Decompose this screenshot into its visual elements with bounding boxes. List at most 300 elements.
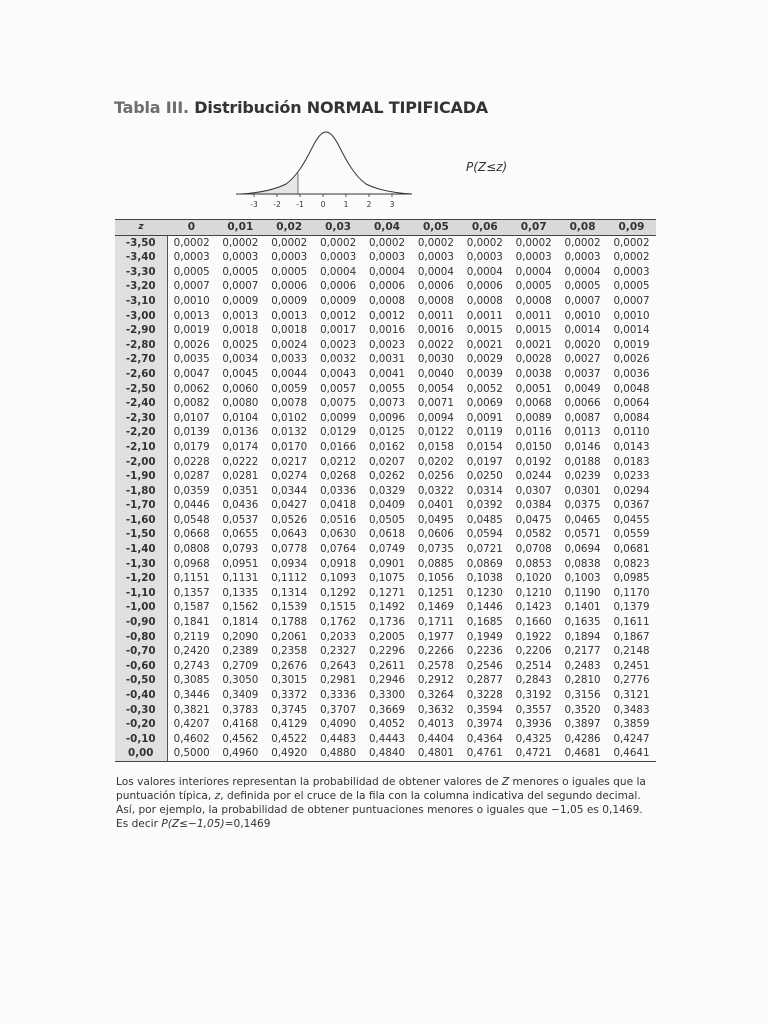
probability-cell: 0,4602 — [173, 732, 210, 745]
table-row — [115, 630, 656, 645]
probability-cell: 0,0162 — [368, 440, 406, 453]
probability-cell: 0,0764 — [320, 543, 357, 556]
probability-cell: 0,2090 — [222, 630, 259, 643]
probability-cell: 0,4483 — [320, 732, 357, 745]
probability-cell: 0,0003 — [173, 251, 210, 264]
probability-cell: 0,0009 — [271, 294, 308, 307]
probability-cell: 0,1611 — [613, 616, 650, 629]
probability-cell: 0,0256 — [417, 470, 454, 483]
z-value-cell: -0,60 — [115, 659, 167, 674]
probability-cell: 0,2296 — [368, 645, 406, 658]
probability-cell: 0,1539 — [271, 601, 308, 614]
probability-cell: 0,0008 — [515, 294, 552, 307]
z-value-cell: -2,90 — [115, 323, 167, 338]
probability-cell: 0,0104 — [222, 411, 259, 424]
table-row — [115, 235, 656, 250]
probability-cell: 0,0301 — [564, 484, 601, 497]
z-value-cell: -2,70 — [115, 352, 167, 367]
probability-cell: 0,0409 — [368, 499, 406, 512]
probability-cell: 0,0034 — [222, 353, 259, 366]
probability-cell: 0,3156 — [564, 689, 601, 701]
probability-cell: 0,4013 — [417, 718, 454, 731]
header-col: 0,06 — [460, 220, 509, 236]
probability-cell: 0,0294 — [613, 484, 650, 497]
probability-cell: 0,0329 — [368, 484, 406, 497]
probability-cell: 0,0526 — [271, 513, 308, 526]
probability-cell: 0,0455 — [613, 513, 650, 526]
probability-cell: 0,1170 — [613, 586, 650, 599]
probability-cell: 0,0985 — [613, 572, 650, 585]
probability-cell: 0,0024 — [271, 338, 308, 351]
probability-cell: 0,0009 — [320, 294, 357, 307]
probability-cell: 0,0011 — [515, 309, 552, 322]
probability-cell: 0,0078 — [271, 397, 308, 410]
probability-cell: 0,0010 — [613, 309, 650, 322]
probability-cell: 0,0505 — [368, 513, 406, 526]
probability-cell: 0,0007 — [613, 294, 650, 307]
probability-cell: 0,0207 — [368, 455, 406, 468]
probability-cell: 0,3745 — [271, 703, 308, 716]
probability-cell: 0,4090 — [320, 718, 357, 731]
probability-cell: 0,0006 — [368, 280, 406, 293]
probability-cell: 0,0025 — [222, 338, 259, 351]
z-table — [115, 219, 656, 762]
probability-cell: 0,1685 — [466, 616, 503, 629]
table-header-row — [115, 220, 656, 236]
probability-cell: 0,0006 — [417, 280, 454, 293]
probability-cell: 0,2709 — [222, 659, 259, 672]
probability-cell: 0,0853 — [515, 557, 552, 570]
probability-cell: 0,0212 — [320, 455, 357, 468]
probability-cell: 0,0052 — [466, 382, 503, 395]
probability-cell: 0,0012 — [320, 309, 357, 322]
probability-cell: 0,1003 — [564, 572, 601, 585]
probability-cell: 0,0005 — [564, 280, 601, 293]
probability-cell: 0,0005 — [222, 265, 259, 278]
probability-cell: 0,0023 — [368, 338, 406, 351]
probability-cell: 0,3409 — [222, 689, 259, 701]
probability-cell: 0,0002 — [613, 236, 650, 249]
z-value-cell: -1,40 — [115, 542, 167, 557]
probability-cell: 0,0027 — [564, 353, 601, 366]
probability-cell: 0,3936 — [515, 718, 552, 731]
probability-cell: 0,0068 — [515, 397, 552, 410]
probability-cell: 0,0006 — [466, 280, 503, 293]
probability-cell: 0,1038 — [466, 572, 503, 585]
probability-cell: 0,0091 — [466, 411, 503, 424]
table-row — [115, 469, 656, 484]
probability-cell: 0,1922 — [515, 630, 552, 643]
probability-cell: 0,0197 — [466, 455, 503, 468]
probability-cell: 0,3974 — [466, 718, 503, 731]
table-row — [115, 717, 656, 732]
probability-cell: 0,0004 — [368, 265, 406, 278]
probability-cell: 0,0869 — [466, 557, 503, 570]
probability-cell: 0,2483 — [564, 659, 601, 672]
probability-cell: 0,0122 — [417, 426, 454, 439]
probability-cell: 0,2578 — [417, 659, 454, 672]
probability-cell: 0,0778 — [271, 543, 308, 556]
probability-cell: 0,4129 — [271, 718, 308, 731]
probability-cell: 0,0336 — [320, 484, 357, 497]
probability-cell: 0,0003 — [320, 251, 357, 264]
table-row — [115, 367, 656, 382]
probability-cell: 0,1788 — [271, 616, 308, 629]
probability-cell: 0,0037 — [564, 367, 601, 380]
probability-cell: 0,2810 — [564, 674, 601, 687]
probability-cell: 0,4286 — [564, 732, 601, 745]
table-row — [115, 557, 656, 572]
z-value-cell: -0,90 — [115, 615, 167, 630]
z-value-cell: -0,50 — [115, 673, 167, 688]
probability-cell: 0,0002 — [515, 236, 552, 249]
probability-cell: 0,2451 — [613, 659, 650, 672]
probability-cell: 0,0495 — [417, 513, 454, 526]
probability-cell: 0,0233 — [613, 470, 650, 483]
probability-cell: 0,3015 — [271, 674, 308, 687]
probability-cell: 0,0537 — [222, 513, 259, 526]
z-value-cell: -1,50 — [115, 527, 167, 542]
probability-cell: 0,0018 — [271, 324, 308, 337]
probability-cell: 0,0166 — [320, 440, 357, 453]
probability-cell: 0,0002 — [271, 236, 308, 249]
table-row — [115, 382, 656, 397]
probability-cell: 0,0038 — [515, 367, 552, 380]
table-row — [115, 279, 656, 294]
table-row — [115, 542, 656, 557]
probability-cell: 0,1515 — [320, 601, 357, 614]
probability-cell: 0,3483 — [613, 703, 650, 716]
probability-cell: 0,0401 — [417, 499, 454, 512]
probability-cell: 0,0051 — [515, 382, 552, 395]
probability-cell: 0,1711 — [417, 616, 454, 629]
probability-cell: 0,0096 — [368, 411, 406, 424]
z-value-cell: -0,20 — [115, 717, 167, 732]
probability-cell: 0,0107 — [173, 411, 210, 424]
probability-cell: 0,0013 — [173, 309, 210, 322]
probability-cell: 0,1977 — [417, 630, 454, 643]
probability-cell: 0,0002 — [173, 236, 210, 249]
axis-tick-label: -3 — [250, 200, 258, 209]
z-value-cell: -0,80 — [115, 630, 167, 645]
probability-cell: 0,0003 — [271, 251, 308, 264]
axis-tick-label: 0 — [320, 200, 326, 209]
table-row — [115, 250, 656, 265]
probability-cell: 0,3520 — [564, 703, 601, 716]
probability-cell: 0,0073 — [368, 397, 406, 410]
probability-cell: 0,0901 — [368, 557, 406, 570]
probability-cell: 0,4761 — [460, 746, 509, 761]
probability-cell: 0,0158 — [417, 440, 454, 453]
footnote-line-3: Así, por ejemplo, la probabilidad de obtener puntuaciones menores o iguales que −1,05 es 0,1469. — [116, 804, 643, 816]
probability-cell: 0,0102 — [271, 411, 308, 424]
probability-cell: 0,0287 — [173, 470, 210, 483]
probability-cell: 0,3783 — [222, 703, 259, 716]
z-value-cell: -2,10 — [115, 440, 167, 455]
table-row — [115, 309, 656, 324]
z-value-cell: -3,30 — [115, 265, 167, 280]
probability-cell: 0,0384 — [515, 499, 552, 512]
probability-cell: 0,0116 — [515, 426, 552, 439]
z-value-cell: -2,60 — [115, 367, 167, 382]
table-row — [115, 294, 656, 309]
probability-cell: 0,0643 — [271, 528, 308, 541]
probability-cell: 0,0475 — [515, 513, 552, 526]
header-col: 0,03 — [314, 220, 363, 236]
probability-cell: 0,2912 — [417, 674, 454, 687]
probability-cell: 0,0119 — [466, 426, 503, 439]
probability-cell: 0,0217 — [271, 455, 308, 468]
z-value-cell: -0,30 — [115, 703, 167, 718]
probability-cell: 0,3557 — [515, 703, 552, 716]
probability-cell: 0,1635 — [564, 616, 601, 629]
probability-cell: 0,0367 — [613, 499, 650, 512]
probability-cell: 0,2266 — [417, 645, 454, 658]
probability-cell: 0,0793 — [222, 543, 259, 556]
probability-cell: 0,0606 — [417, 528, 454, 541]
probability-cell: 0,0044 — [271, 367, 308, 380]
probability-cell: 0,4052 — [368, 718, 406, 731]
probability-cell: 0,0007 — [564, 294, 601, 307]
probability-cell: 0,0028 — [515, 353, 552, 366]
probability-cell: 0,0823 — [613, 557, 650, 570]
probability-cell: 0,0228 — [173, 455, 210, 468]
probability-cell: 0,2946 — [368, 674, 406, 687]
probability-cell: 0,0139 — [173, 426, 210, 439]
table-row — [115, 688, 656, 703]
probability-cell: 0,1562 — [222, 601, 259, 614]
probability-cell: 0,0005 — [271, 265, 308, 278]
probability-cell: 0,0015 — [466, 324, 503, 337]
probability-cell: 0,0465 — [564, 513, 601, 526]
probability-cell: 0,0003 — [515, 251, 552, 264]
probability-cell: 0,0951 — [222, 557, 259, 570]
header-col: 0,02 — [265, 220, 314, 236]
probability-cell: 0,0016 — [417, 324, 454, 337]
header-col: 0,04 — [363, 220, 412, 236]
probability-cell: 0,0239 — [564, 470, 601, 483]
probability-cell: 0,0055 — [368, 382, 406, 395]
probability-cell: 0,0655 — [222, 528, 259, 541]
probability-cell: 0,0005 — [173, 265, 210, 278]
probability-cell: 0,0436 — [222, 499, 259, 512]
probability-cell: 0,2148 — [613, 645, 650, 658]
probability-cell: 0,0808 — [173, 543, 210, 556]
probability-cell: 0,1446 — [466, 601, 503, 614]
probability-cell: 0,0307 — [515, 484, 552, 497]
z-value-cell: 0,00 — [115, 746, 167, 761]
probability-cell: 0,1357 — [173, 586, 210, 599]
probability-cell: 0,0735 — [417, 543, 454, 556]
probability-cell: 0,0041 — [368, 367, 406, 380]
probability-cell: 0,0002 — [613, 251, 650, 264]
probability-cell: 0,4443 — [368, 732, 406, 745]
probability-cell: 0,0202 — [417, 455, 454, 468]
probability-cell: 0,0375 — [564, 499, 601, 512]
probability-cell: 0,0020 — [564, 338, 601, 351]
probability-cell: 0,0516 — [320, 513, 357, 526]
probability-cell: 0,2776 — [613, 674, 650, 687]
table-row — [115, 411, 656, 426]
probability-cell: 0,0032 — [320, 353, 357, 366]
probability-cell: 0,1660 — [515, 616, 552, 629]
z-value-cell: -0,10 — [115, 732, 167, 747]
probability-cell: 0,2981 — [320, 674, 357, 687]
probability-cell: 0,0012 — [368, 309, 406, 322]
table-row — [115, 746, 656, 761]
probability-cell: 0,0015 — [515, 324, 552, 337]
probability-cell: 0,0019 — [173, 324, 210, 337]
header-col: 0,08 — [558, 220, 607, 236]
z-value-cell: -2,40 — [115, 396, 167, 411]
probability-cell: 0,0099 — [320, 411, 357, 424]
probability-cell: 0,0559 — [613, 528, 650, 541]
probability-cell: 0,0002 — [320, 236, 357, 249]
normal-curve-figure — [234, 126, 414, 210]
axis-tick-label: -1 — [296, 200, 304, 209]
probability-cell: 0,0005 — [613, 280, 650, 293]
probability-cell: 0,0021 — [515, 338, 552, 351]
probability-cell: 0,1401 — [564, 601, 601, 614]
probability-cell: 0,0179 — [173, 440, 210, 453]
probability-cell: 0,0075 — [320, 397, 357, 410]
probability-cell: 0,0268 — [320, 470, 357, 483]
probability-cell: 0,0003 — [222, 251, 259, 264]
probability-cell: 0,0087 — [564, 411, 601, 424]
z-value-cell: -1,00 — [115, 600, 167, 615]
probability-cell: 0,0003 — [417, 251, 454, 264]
z-value-cell: -3,10 — [115, 294, 167, 309]
probability-cell: 0,0054 — [417, 382, 454, 395]
table-row — [115, 673, 656, 688]
probability-cell: 0,0016 — [368, 324, 406, 337]
table-row — [115, 732, 656, 747]
probability-cell: 0,1020 — [515, 572, 552, 585]
page-title — [114, 98, 488, 117]
probability-cell: 0,0048 — [613, 382, 650, 395]
probability-cell: 0,1131 — [222, 572, 259, 585]
probability-cell: 0,1151 — [173, 572, 210, 585]
z-value-cell: -3,50 — [115, 235, 167, 250]
probability-cell: 0,0011 — [417, 309, 454, 322]
z-value-cell: -2,80 — [115, 338, 167, 353]
table-row — [115, 265, 656, 280]
probability-cell: 0,0071 — [417, 397, 454, 410]
probability-cell: 0,0033 — [271, 353, 308, 366]
probability-cell: 0,4168 — [222, 718, 259, 731]
footnote-line-4: Es decir P(Z≤−1,05)=0,1469 — [116, 818, 271, 830]
probability-cell: 0,0918 — [320, 557, 357, 570]
probability-cell: 0,0009 — [222, 294, 259, 307]
probability-cell: 0,0188 — [564, 455, 601, 468]
table-row — [115, 425, 656, 440]
axis-tick-label: -2 — [273, 200, 281, 209]
axis-tick-label: 2 — [366, 200, 372, 209]
probability-cell: 0,5000 — [167, 746, 216, 761]
header-col: 0,07 — [509, 220, 558, 236]
probability-cell: 0,0968 — [173, 557, 210, 570]
table-row — [115, 498, 656, 513]
probability-cell: 0,0002 — [222, 236, 259, 249]
table-row — [115, 352, 656, 367]
probability-cell: 0,0031 — [368, 353, 406, 366]
probability-cell: 0,0003 — [368, 251, 406, 264]
z-value-cell: -1,20 — [115, 571, 167, 586]
probability-cell: 0,4404 — [417, 732, 454, 745]
table-row — [115, 484, 656, 499]
probability-cell: 0,3192 — [515, 689, 552, 701]
probability-cell: 0,0244 — [515, 470, 552, 483]
probability-cell: 0,2177 — [564, 645, 601, 658]
probability-cell: 0,0392 — [466, 499, 503, 512]
probability-cell: 0,0057 — [320, 382, 357, 395]
axis-tick-label: 1 — [343, 200, 349, 209]
table-row — [115, 571, 656, 586]
probability-cell: 0,0045 — [222, 367, 259, 380]
probability-cell: 0,0838 — [564, 557, 601, 570]
probability-cell: 0,3050 — [222, 674, 259, 687]
probability-cell: 0,2033 — [320, 630, 357, 643]
probability-cell: 0,0004 — [466, 265, 503, 278]
probability-cell: 0,1762 — [320, 616, 357, 629]
probability-cell: 0,0017 — [320, 324, 357, 337]
axis-ticks — [250, 194, 394, 209]
probability-cell: 0,0694 — [564, 543, 601, 556]
probability-cell: 0,0418 — [320, 499, 357, 512]
probability-cell: 0,1814 — [222, 616, 259, 629]
probability-cell: 0,0351 — [222, 484, 259, 497]
probability-cell: 0,0026 — [613, 353, 650, 366]
probability-cell: 0,4840 — [363, 746, 412, 761]
probability-cell: 0,3446 — [173, 689, 210, 701]
footnote — [116, 775, 661, 831]
probability-cell: 0,2236 — [466, 645, 503, 658]
z-value-cell: -2,20 — [115, 425, 167, 440]
table-row — [115, 513, 656, 528]
probability-cell: 0,4880 — [314, 746, 363, 761]
probability-cell: 0,0344 — [271, 484, 308, 497]
probability-cell: 0,1736 — [368, 616, 406, 629]
probability-label: P(Z≤z) — [466, 160, 508, 174]
probability-cell: 0,3859 — [613, 718, 650, 731]
probability-cell: 0,0668 — [173, 528, 210, 541]
probability-cell: 0,0571 — [564, 528, 601, 541]
table-row — [115, 527, 656, 542]
probability-cell: 0,0222 — [222, 455, 259, 468]
probability-cell: 0,4562 — [222, 732, 259, 745]
table-row — [115, 659, 656, 674]
probability-cell: 0,2877 — [466, 674, 503, 687]
probability-cell: 0,0039 — [466, 367, 503, 380]
probability-cell: 0,1335 — [222, 586, 259, 599]
probability-cell: 0,2420 — [173, 645, 210, 658]
probability-cell: 0,1292 — [320, 586, 357, 599]
z-value-cell: -3,20 — [115, 279, 167, 294]
probability-cell: 0,0089 — [515, 411, 552, 424]
probability-cell: 0,1314 — [271, 586, 308, 599]
title-main: Distribución NORMAL TIPIFICADA — [194, 98, 488, 117]
probability-cell: 0,0749 — [368, 543, 406, 556]
probability-cell: 0,0170 — [271, 440, 308, 453]
probability-cell: 0,0026 — [173, 338, 210, 351]
z-value-cell: -1,80 — [115, 484, 167, 499]
probability-cell: 0,0006 — [271, 280, 308, 293]
probability-cell: 0,0681 — [613, 543, 650, 556]
probability-cell: 0,0154 — [466, 440, 503, 453]
probability-cell: 0,0003 — [466, 251, 503, 264]
probability-cell: 0,0014 — [613, 324, 650, 337]
probability-cell: 0,0047 — [173, 367, 210, 380]
